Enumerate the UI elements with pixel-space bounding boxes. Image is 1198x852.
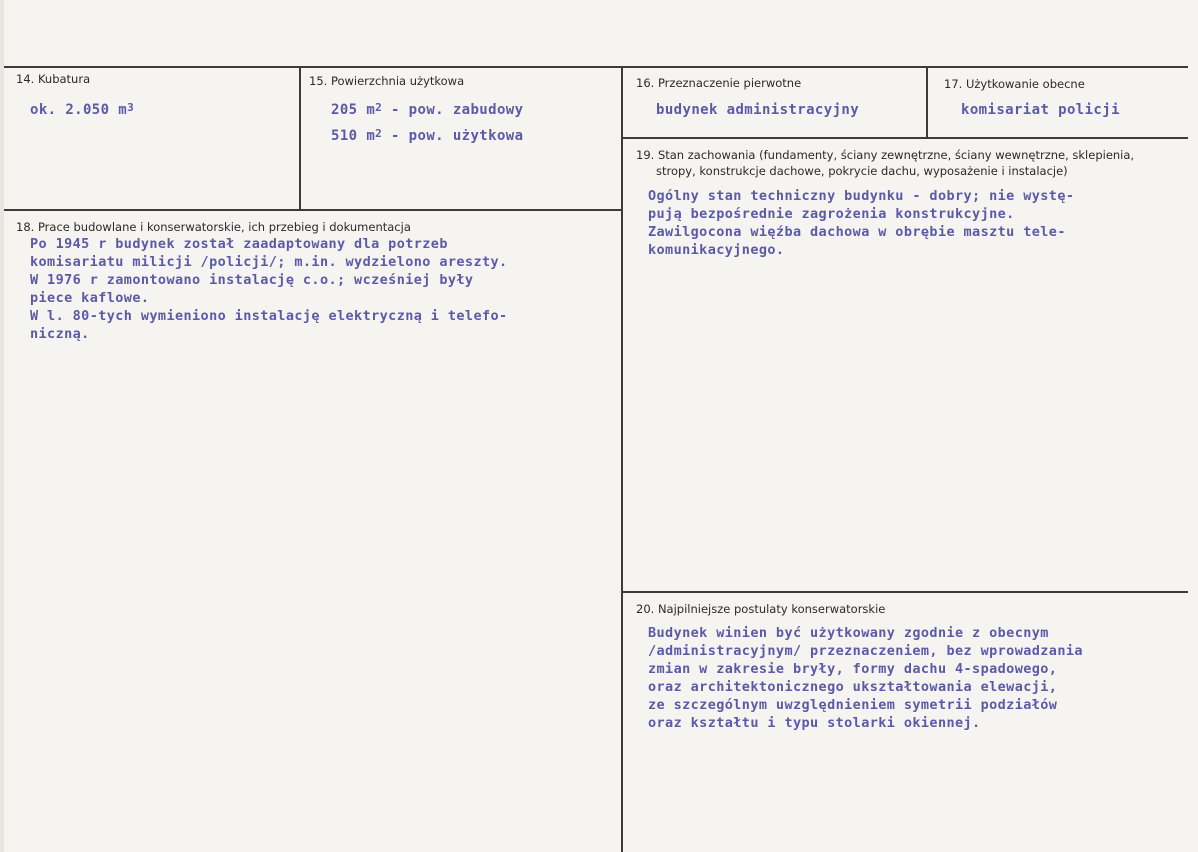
field-15-line-2-exp: 2 bbox=[375, 127, 383, 140]
field-20-line: oraz kształtu i typu stolarki okiennej. bbox=[648, 715, 981, 731]
field-14-value bbox=[30, 97, 134, 124]
field-16-label: 16. Przeznaczenie pierwotne bbox=[636, 76, 802, 90]
field-20-line: /administracyjnym/ przeznaczeniem, bez wprowadzania bbox=[648, 643, 1083, 659]
field-15-line-1 bbox=[331, 97, 523, 124]
field-15-line-2-text: - pow. użytkowa bbox=[382, 128, 524, 144]
field-15-line-2 bbox=[331, 123, 523, 150]
field-20-line: oraz architektonicznego ukształtowania elewacji, bbox=[648, 679, 1058, 695]
rule-under-16-17 bbox=[621, 137, 1188, 139]
field-18-line: Po 1945 r budynek został zaadaptowany dla potrzeb bbox=[30, 236, 448, 252]
field-20-label: 20. Najpilniejsze postulaty konserwatorskie bbox=[636, 602, 886, 616]
divider-14-15 bbox=[299, 66, 301, 210]
field-17-value: komisariat policji bbox=[961, 102, 1120, 118]
divider-15-16 bbox=[621, 66, 623, 852]
field-19-label-line-2: stropy, konstrukcje dachowe, pokrycie dachu, wyposażenie i instalacje) bbox=[656, 164, 1068, 178]
field-15-line-2-num: 510 m bbox=[331, 128, 376, 144]
field-18-line: piece kaflowe. bbox=[30, 290, 150, 306]
field-14-value-text: ok. 2.050 m bbox=[30, 102, 128, 118]
field-18-line: komisariatu milicji /policji/; m.in. wydzielono areszty. bbox=[30, 254, 508, 270]
field-18-label: 18. Prace budowlane i konserwatorskie, ich przebieg i dokumentacja bbox=[16, 220, 411, 234]
field-14-value-exponent: 3 bbox=[127, 101, 135, 114]
field-19-line: pują bezpośrednie zagrożenia konstrukcyjne. bbox=[648, 206, 1015, 222]
divider-16-17 bbox=[926, 66, 928, 138]
field-15-line-1-text: - pow. zabudowy bbox=[382, 102, 524, 118]
rule-under-14-15 bbox=[4, 209, 623, 211]
field-19-line: Ogólny stan techniczny budynku - dobry; nie wystę- bbox=[648, 188, 1075, 204]
field-15-label: 15. Powierzchnia użytkowa bbox=[309, 74, 465, 88]
card-edge bbox=[0, 0, 4, 852]
rule-above-20 bbox=[621, 591, 1188, 593]
field-14-label: 14. Kubatura bbox=[16, 72, 91, 86]
field-18-line: W 1976 r zamontowano instalację c.o.; wcześniej były bbox=[30, 272, 474, 288]
top-rule bbox=[4, 66, 1188, 68]
field-18-line: W l. 80-tych wymieniono instalację elektryczną i telefo- bbox=[30, 308, 508, 324]
field-18-line: niczną. bbox=[30, 326, 90, 342]
field-16-value: budynek administracyjny bbox=[656, 102, 860, 118]
field-17-label: 17. Użytkowanie obecne bbox=[944, 77, 1085, 91]
field-15-line-1-num: 205 m bbox=[331, 102, 376, 118]
field-15-line-1-exp: 2 bbox=[375, 101, 383, 114]
field-20-line: zmian w zakresie bryły, formy dachu 4-spadowego, bbox=[648, 661, 1058, 677]
field-20-line: Budynek winien być użytkowany zgodnie z obecnym bbox=[648, 625, 1049, 641]
field-19-line: Zawilgocona więźba dachowa w obrębie masztu tele- bbox=[648, 224, 1066, 240]
field-19-label-line-1: 19. Stan zachowania (fundamenty, ściany zewnętrzne, ściany wewnętrzne, sklepienia, bbox=[636, 148, 1135, 162]
field-19-line: komunikacyjnego. bbox=[648, 242, 785, 258]
field-20-line: ze szczególnym uwzględnieniem symetrii podziałów bbox=[648, 697, 1058, 713]
